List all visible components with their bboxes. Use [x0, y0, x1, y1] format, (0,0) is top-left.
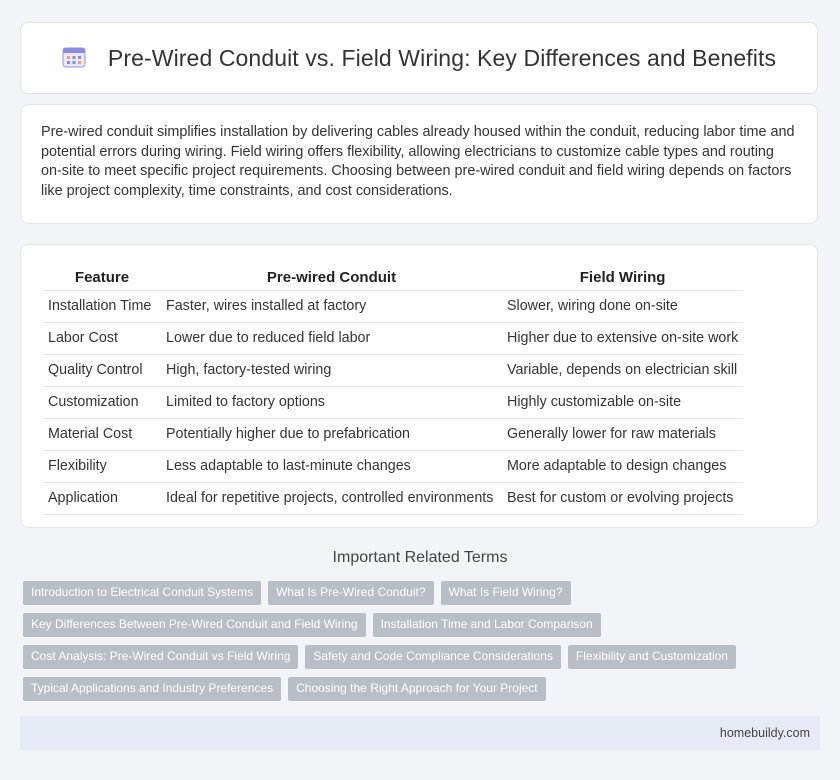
related-term-tag[interactable]: What Is Field Wiring? [441, 581, 571, 605]
page-title: Pre-Wired Conduit vs. Field Wiring: Key Differences and Benefits [107, 44, 777, 71]
related-term-tag[interactable]: Choosing the Right Approach for Your Project [288, 677, 546, 701]
footer-site-link[interactable]: homebuildy.com [719, 726, 810, 740]
related-term-tag[interactable]: Flexibility and Customization [568, 645, 736, 669]
field-wiring-cell: More adaptable to design changes [502, 451, 743, 483]
pre-wired-cell: Limited to factory options [161, 387, 502, 419]
table-row [43, 451, 743, 483]
table-row [43, 355, 743, 387]
related-term-tag[interactable]: What Is Pre-Wired Conduit? [268, 581, 433, 605]
feature-cell: Installation Time [43, 291, 161, 323]
related-term-tag[interactable]: Safety and Code Compliance Considerations [305, 645, 560, 669]
related-terms-title: Important Related Terms [332, 549, 508, 566]
table-header-row [43, 263, 743, 291]
header-feature: Feature [43, 263, 161, 291]
comparison-card [20, 244, 818, 528]
field-wiring-cell: Slower, wiring done on-site [502, 291, 743, 323]
intro-card [20, 104, 818, 224]
feature-cell: Labor Cost [43, 323, 161, 355]
table-row [43, 419, 743, 451]
feature-cell: Flexibility [43, 451, 161, 483]
header-pre-wired-conduit: Pre-wired Conduit [161, 263, 502, 291]
pre-wired-cell: Faster, wires installed at factory [161, 291, 502, 323]
intro-paragraph: Pre-wired conduit simplifies installation by delivering cables already housed within the conduit, reducing labor time and potential errors during wiring. Field wiring offers flexibility, allowing electricians to customize cable types and routing on-site to meet specific project requirements. Choosing between pre-wired conduit and field wiring depends on factors like project complexity, time constraints, and cost considerations. [41, 124, 795, 199]
pre-wired-cell: Less adaptable to last-minute changes [161, 451, 502, 483]
pre-wired-cell: Potentially higher due to prefabrication [161, 419, 502, 451]
related-term-tag[interactable]: Key Differences Between Pre-Wired Conduit and Field Wiring [23, 613, 366, 637]
header-card [20, 22, 818, 94]
table-row [43, 291, 743, 323]
header-field-wiring: Field Wiring [502, 263, 743, 291]
table-row [43, 387, 743, 419]
field-wiring-cell: Variable, depends on electrician skill [502, 355, 743, 387]
feature-cell: Material Cost [43, 419, 161, 451]
footer [20, 716, 820, 750]
field-wiring-cell: Best for custom or evolving projects [502, 483, 743, 515]
field-wiring-cell: Generally lower for raw materials [502, 419, 743, 451]
related-term-tag[interactable]: Cost Analysis: Pre-Wired Conduit vs Field Wiring [23, 645, 298, 669]
pre-wired-cell: Lower due to reduced field labor [161, 323, 502, 355]
calendar-icon [62, 46, 86, 68]
field-wiring-cell: Highly customizable on-site [502, 387, 743, 419]
feature-cell: Customization [43, 387, 161, 419]
related-term-tag[interactable]: Installation Time and Labor Comparison [373, 613, 601, 637]
related-term-tag[interactable]: Typical Applications and Industry Preferences [23, 677, 281, 701]
comparison-table [43, 263, 743, 515]
pre-wired-cell: High, factory-tested wiring [161, 355, 502, 387]
table-row [43, 483, 743, 515]
related-term-tag[interactable]: Introduction to Electrical Conduit Systems [23, 581, 261, 605]
table-row [43, 323, 743, 355]
feature-cell: Application [43, 483, 161, 515]
field-wiring-cell: Higher due to extensive on-site work [502, 323, 743, 355]
related-terms-tags [23, 581, 813, 701]
feature-cell: Quality Control [43, 355, 161, 387]
pre-wired-cell: Ideal for repetitive projects, controlled environments [161, 483, 502, 515]
